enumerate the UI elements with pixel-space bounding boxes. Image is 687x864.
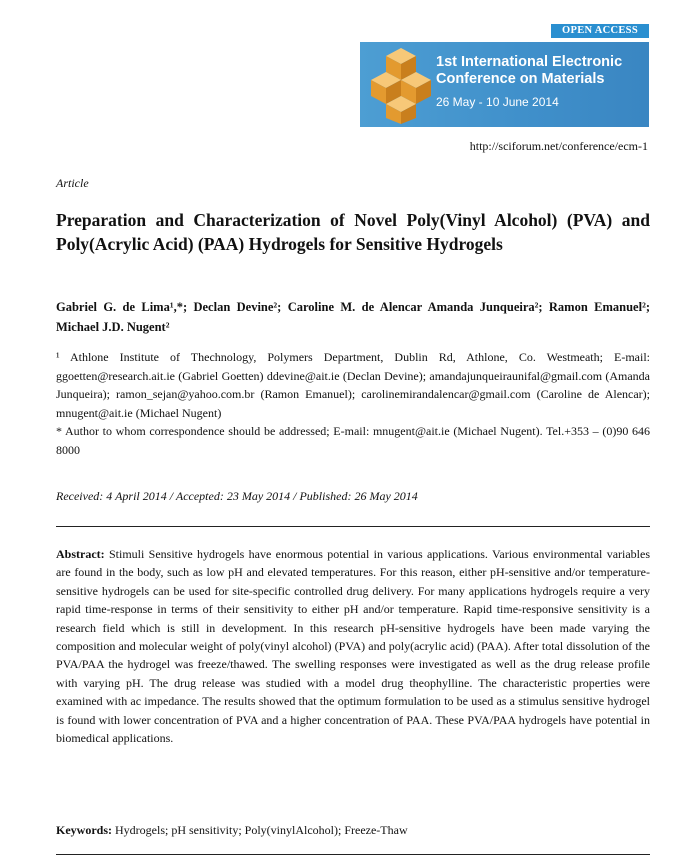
abstract-text: Stimuli Sensitive hydrogels have enormous potential in various applications. Various environmental variables are found in the body, such as low pH and elevated temperatures. For this reason, either pH-sensitive and/or temperature-sensitive hydrogels can be used for site-specific controlled drug delivery. For many applications hydrogels require a very rapid time-response in terms of their sensitivity to either pH and/or temperature. Rapid time-responsive sensitivity is a research field which is still in development. In this research pH-sensitive hydrogels have been made varying the composition and molecular weight of poly(vinyl alcohol) (PVA) and poly(acrylic acid) (PAA). After total dissolution of the PVA/PAA the hydrogel was freeze/thawed. The swelling responses were investigated as well as the drug release profile with varying pH. The drug release was studied with a model drug theophylline. The characteristic properties were examined with ac impedance. The results showed that the optimum formulation to be used as a stimulus sensitive hydrogel is found with lower concentration of PVA and a higher concentration of PAA. These PVA/PAA hydrogels have potential in biomedical applications. [56, 547, 650, 746]
conference-title-line2: Conference on Materials [436, 71, 605, 87]
divider-top [56, 526, 650, 527]
paper-title: Preparation and Characterization of Novel Poly(Vinyl Alcohol) (PVA) and Poly(Acrylic Acid) (PAA) Hydrogels for Sensitive Hydrogels [56, 210, 650, 254]
keywords-line [56, 823, 650, 838]
conference-url-link[interactable]: http://sciforum.net/conference/ecm-1 [469, 139, 648, 153]
publication-dates: Received: 4 April 2014 / Accepted: 23 May 2014 / Published: 26 May 2014 [56, 489, 418, 503]
keywords-text: Hydrogels; pH sensitivity; Poly(vinylAlcohol); Freeze-Thaw [115, 823, 408, 837]
conference-dates: 26 May - 10 June 2014 [436, 95, 559, 109]
author-list: Gabriel G. de Lima¹,*; Declan Devine²; Caroline M. de Alencar Amanda Junqueira²; Ramon Emanuel²; Michael J.D. Nugent² [56, 300, 650, 334]
abstract-label: Abstract: [56, 547, 105, 561]
correspondence-note: * Author to whom correspondence should be addressed; E-mail: mnugent@ait.ie (Michael Nugent). Tel.+353 – (0)90 646 8000 [56, 424, 650, 457]
conference-title-line1: 1st International Electronic [436, 54, 623, 70]
open-access-badge: OPEN ACCESS [551, 24, 649, 38]
conference-title [436, 54, 622, 88]
keywords-label: Keywords: [56, 823, 112, 837]
article-type: Article [56, 176, 89, 190]
affiliation-block [56, 348, 650, 459]
conference-banner[interactable] [360, 42, 649, 127]
divider-bottom [56, 854, 650, 855]
abstract-paragraph [56, 545, 650, 747]
cubes-logo-icon [366, 46, 436, 124]
affiliation-text: ¹ Athlone Institute of Thechnology, Polymers Department, Dublin Rd, Athlone, Co. Westmeath; E-mail: ggoetten@research.ait.ie (Gabriel Goetten) ddevine@ait.ie (Declan Devine); amandajunqueiraunifal@gmail.com (Amanda Junqueira); ramon_sejan@yahoo.com.br (Ramon Emanuel); carolinemirandalencar@gmail.com (Caroline de Alencar); mnugent@ait.ie (Michael Nugent) [56, 350, 650, 420]
